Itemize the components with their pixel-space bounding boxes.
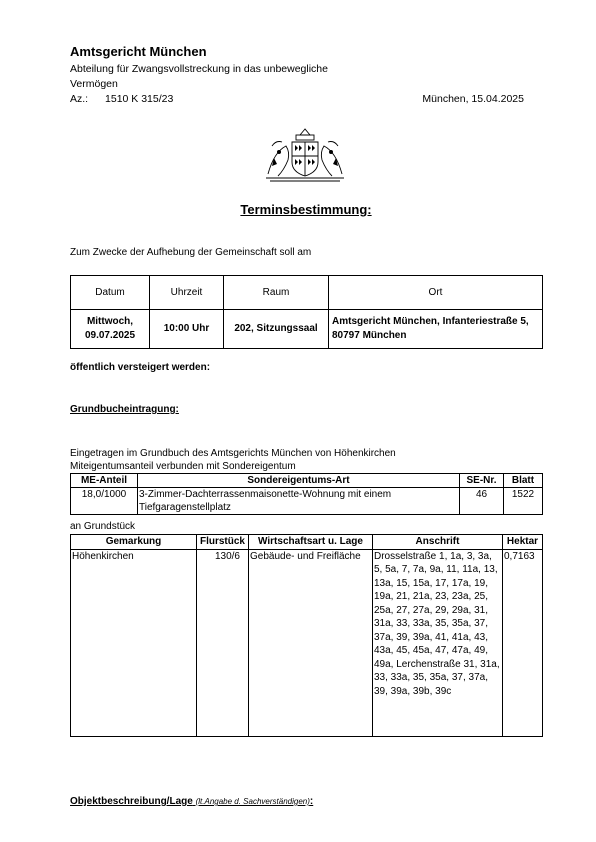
grundstueck-label: an Grundstück (70, 521, 136, 532)
ownership-blatt: 1522 (504, 488, 543, 515)
header-se-nr: SE-Nr. (460, 474, 504, 488)
appointment-table (70, 275, 543, 349)
appointment-row (71, 310, 543, 349)
appointment-place: Amtsgericht München, Infanteriestraße 5, 80797 München (329, 310, 543, 349)
registration-text (70, 447, 396, 473)
objekt-note: (lt.Angabe d. Sachverständigen) (195, 797, 310, 806)
ownership-share: 18,0/1000 (71, 488, 138, 515)
appointment-time: 10:00 Uhr (150, 310, 224, 349)
appointment-date: Mittwoch, 09.07.2025 (71, 310, 150, 349)
auction-text: öffentlich versteigert werden: (70, 362, 211, 373)
registration-line-1: Eingetragen im Grundbuch des Amtsgerichts München von Höhenkirchen (70, 448, 396, 459)
parcel-row (71, 549, 543, 736)
header-hektar: Hektar (503, 535, 543, 550)
city-date: München, 15.04.2025 (422, 93, 524, 105)
header-uhrzeit: Uhrzeit (150, 276, 224, 310)
header-sondereigentums-art: Sondereigentums-Art (138, 474, 460, 488)
parcel-anschrift: Drosselstraße 1, 1a, 3, 3a, 5, 5a, 7, 7a, 9a, 11, 11a, 13, 13a, 15, 15a, 17, 17a, 19, 19a, 21, 21a, 23, 23a, 25, 25a, 27, 27a, 29, 29a, 31, 31a, 33, 33a, 35, 35a, 37, 37a, 39, 39a, 41, 41a, 43, 43a, 45, 45a, 47, 47a, 49, 49a, Lerchenstraße 31, 31a, 33, 33a, 35, 35a, 37, 37a, 39, 39a, 39b, 39c (373, 549, 503, 736)
appointment-room: 202, Sitzungssaal (224, 310, 329, 349)
parcel-flurstueck: 130/6 (197, 549, 249, 736)
registration-line-2: Miteigentumsanteil verbunden mit Sondereigentum (70, 461, 296, 472)
page-title: Terminsbestimmung: (240, 202, 372, 217)
header-raum: Raum (224, 276, 329, 310)
objekt-colon: : (309, 796, 314, 807)
parcel-gemarkung: Höhenkirchen (71, 549, 197, 736)
objekt-heading (70, 796, 313, 807)
appointment-header-row (71, 276, 543, 310)
ownership-type: 3-Zimmer-Dachterrassenmaisonette-Wohnung mit einem Tiefgaragenstellplatz (138, 488, 460, 515)
intro-text: Zum Zwecke der Aufhebung der Gemeinschaft soll am (70, 247, 312, 258)
header-ort: Ort (329, 276, 543, 310)
header-gemarkung: Gemarkung (71, 535, 197, 550)
header-anschrift: Anschrift (373, 535, 503, 550)
ownership-row (71, 488, 543, 515)
ownership-table (70, 473, 543, 515)
ownership-se-nr: 46 (460, 488, 504, 515)
parcel-wirtschaftsart: Gebäude- und Freifläche (249, 549, 373, 736)
parcel-hektar: 0,7163 (503, 549, 543, 736)
header-datum: Datum (71, 276, 150, 310)
header-flurstueck: Flurstück (197, 535, 249, 550)
case-number (70, 93, 173, 105)
header-blatt: Blatt (504, 474, 543, 488)
header-wirtschaftsart: Wirtschaftsart u. Lage (249, 535, 373, 550)
department-name: Abteilung für Zwangsvollstreckung in das unbewegliche Vermögen (70, 63, 328, 90)
objekt-heading-text: Objektbeschreibung/Lage (70, 796, 193, 807)
court-name: Amtsgericht München (70, 44, 207, 59)
case-number-label: Az.: (70, 93, 89, 105)
bavarian-coat-of-arms-icon (262, 126, 348, 184)
header-me-anteil: ME-Anteil (71, 474, 138, 488)
parcel-table (70, 534, 543, 737)
case-number-value: 1510 K 315/23 (105, 93, 174, 105)
grundbuch-heading: Grundbucheintragung: (70, 404, 179, 415)
ownership-header-row (71, 474, 543, 488)
parcel-header-row (71, 535, 543, 550)
